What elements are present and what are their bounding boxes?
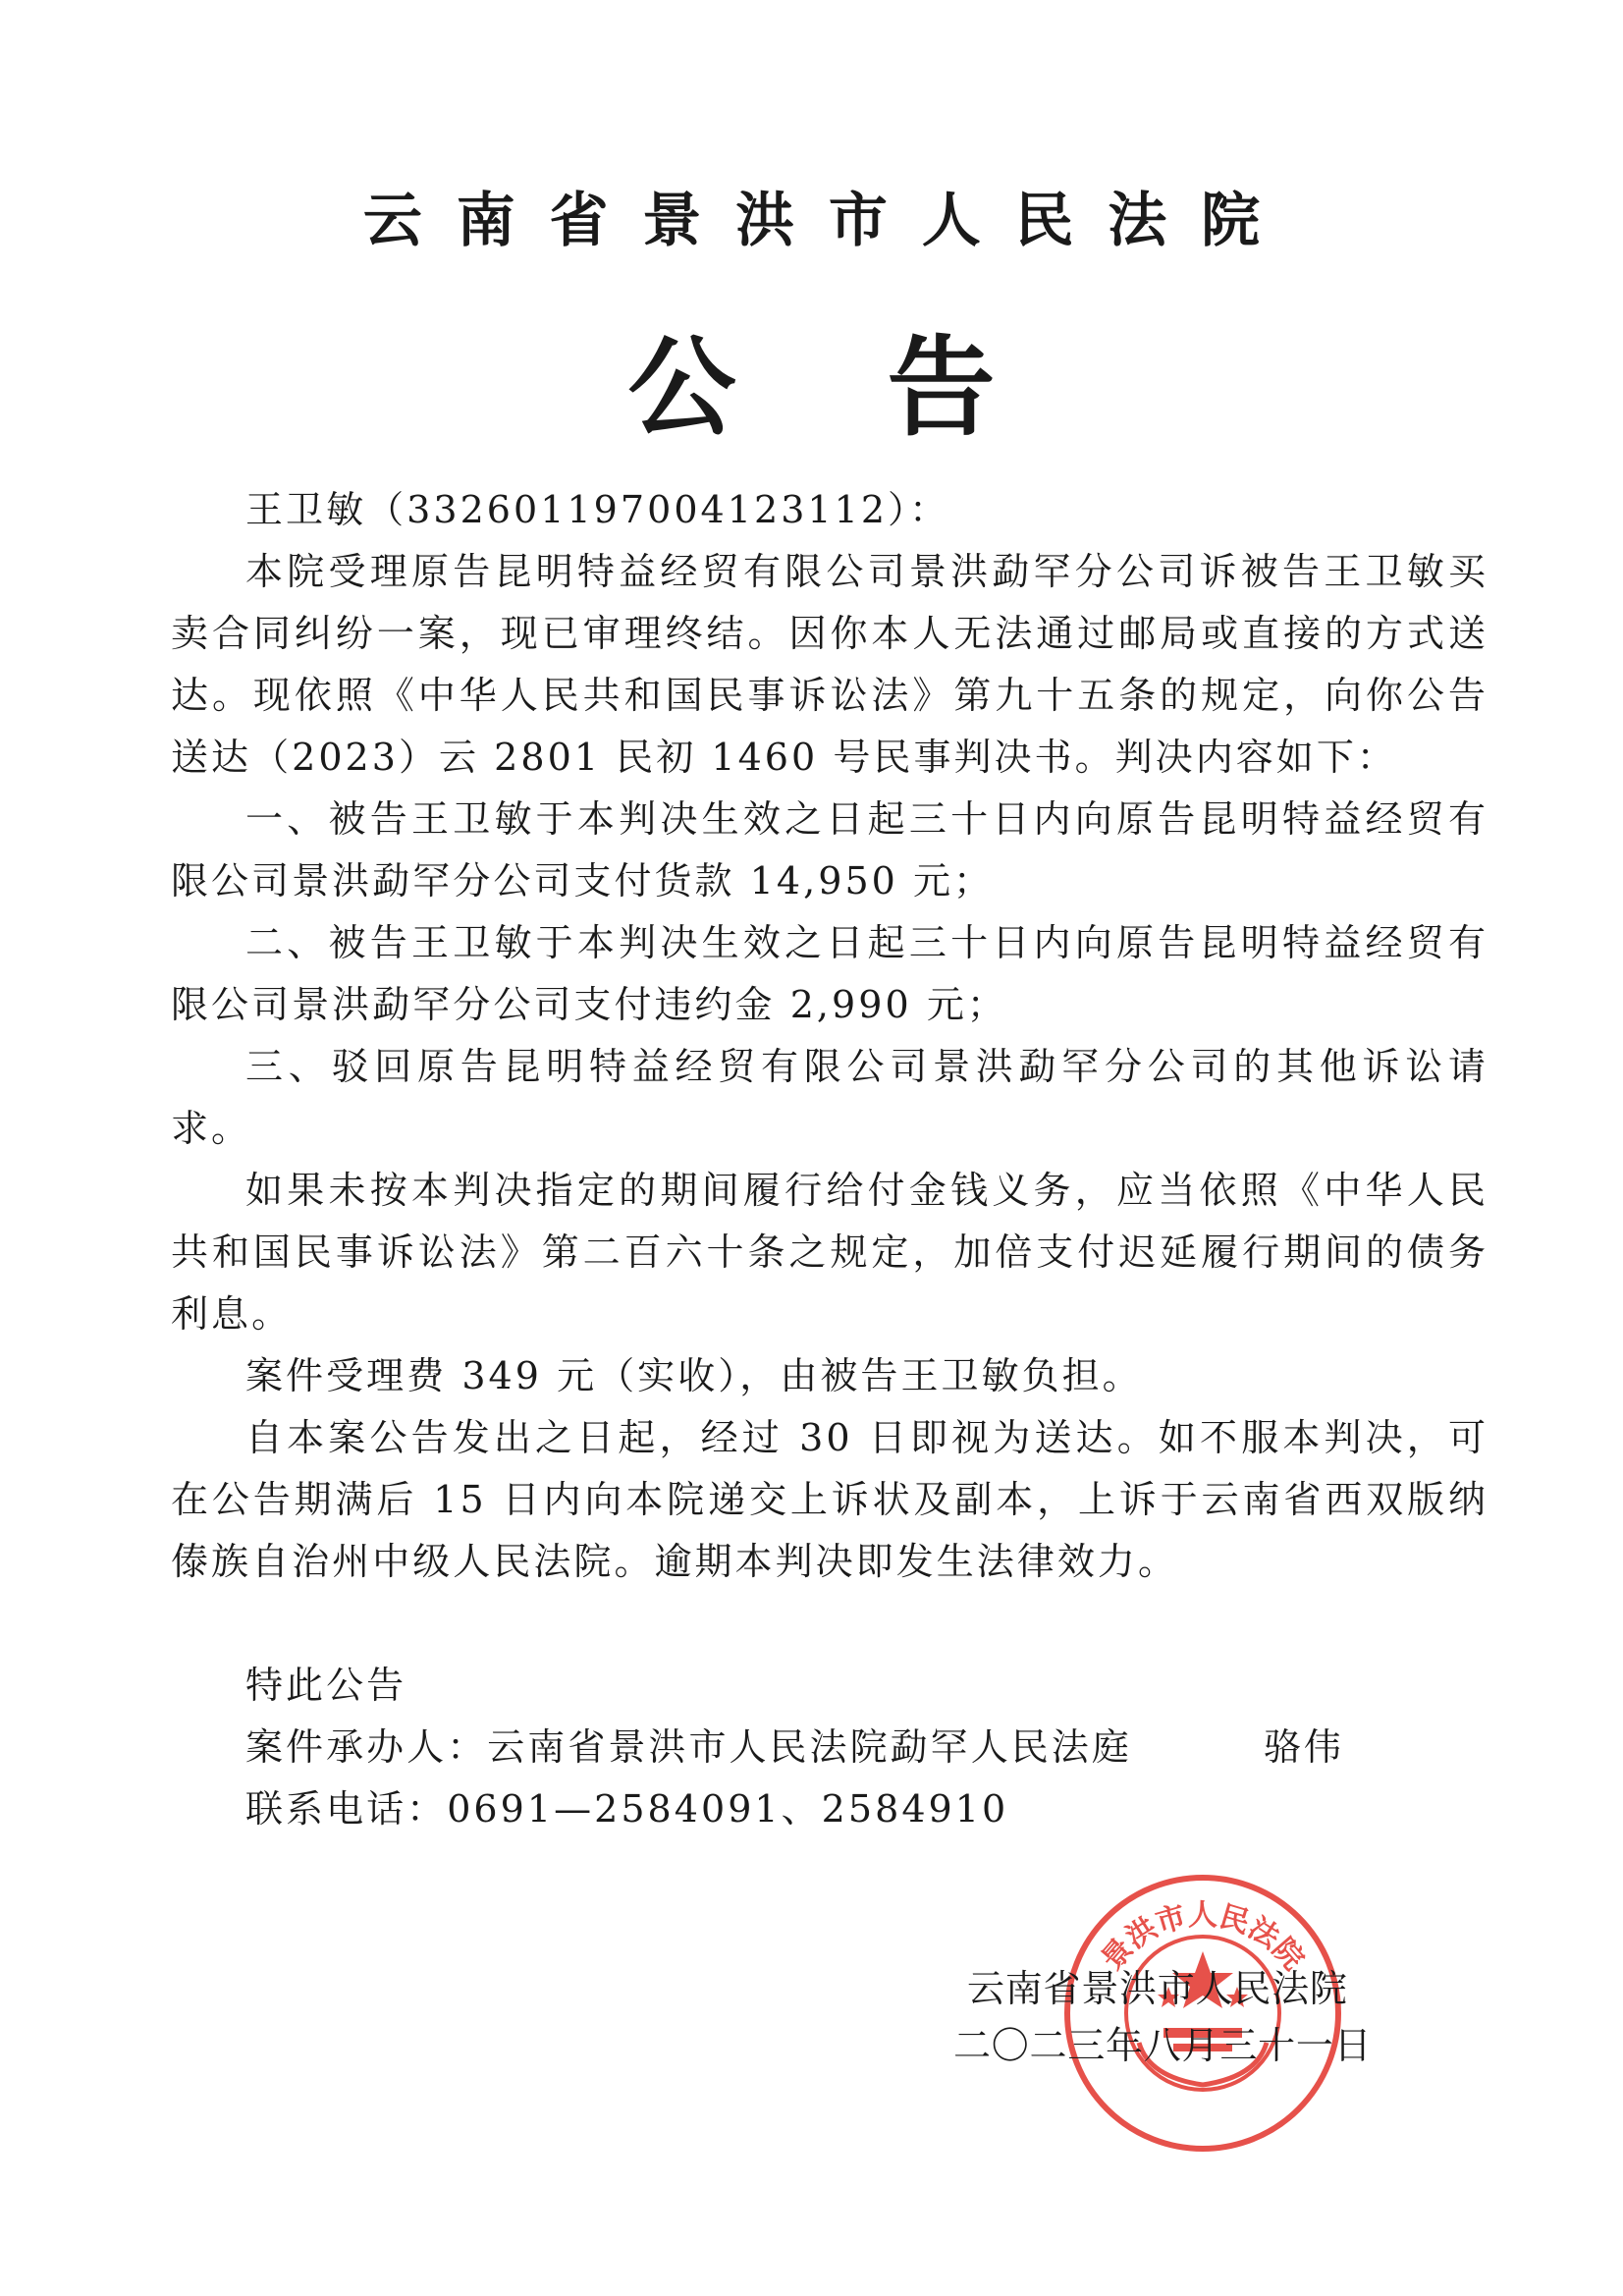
closing-line: 特此公告 [245, 1664, 407, 1707]
body-paragraph-delay-interest: 如果未按本判决指定的期间履行给付金钱义务，应当依照《中华人民共和国民事诉讼法》第二百六十条之规定，加倍支付迟延履行期间的债务利息。 [171, 1169, 1488, 1336]
body-paragraph-case-intro: 本院受理原告昆明特益经贸有限公司景洪勐罕分公司诉被告王卫敏买卖合同纠纷一案，现已审理终结。因你本人无法通过邮局或直接的方式送达。现依照《中华人民共和国民事诉讼法》第九十五条的规定，向你公告送达（2023）云 2801 民初 1460 号民事判决书。判决内容如下： [171, 550, 1488, 779]
handler-name: 骆伟 [1263, 1725, 1344, 1769]
signature-date: 二〇二三年八月三十一日 [953, 2024, 1373, 2067]
notice-footer [171, 1655, 1488, 1840]
body-paragraph-case-fee: 案件受理费 349 元（实收），由被告王卫敏负担。 [245, 1354, 1143, 1397]
notice-title: 公告 [627, 324, 1147, 451]
phone-line: 联系电话：0691—2584091、2584910 [245, 1787, 1009, 1831]
court-name-heading: 云南省景洪市人民法院 [362, 187, 1294, 255]
handler-label: 案件承办人：云南省景洪市人民法院勐罕人民法庭 [245, 1725, 1132, 1769]
handler-line [171, 1717, 1488, 1778]
notice-body [171, 479, 1488, 1840]
addressee-line: 王卫敏（332601197004123112）： [245, 488, 950, 531]
body-paragraph-appeal: 自本案公告发出之日起，经过 30 日即视为送达。如不服本判决，可在公告期满后 15 日内向本院递交上诉状及副本，上诉于云南省西双版纳傣族自治州中级人民法院。逾期本判决即发生法律效力。 [171, 1416, 1488, 1583]
body-paragraph-judgment-item-2: 二、被告王卫敏于本判决生效之日起三十日内向原告昆明特益经贸有限公司景洪勐罕分公司支付违约金 2,990 元； [171, 921, 1488, 1026]
body-paragraph-judgment-item-3: 三、驳回原告昆明特益经贸有限公司景洪勐罕分公司的其他诉讼请求。 [171, 1045, 1488, 1150]
body-paragraph-judgment-item-1: 一、被告王卫敏于本判决生效之日起三十日内向原告昆明特益经贸有限公司景洪勐罕分公司支付货款 14,950 元； [171, 797, 1488, 902]
spacer [171, 1593, 1488, 1655]
signature-court-name: 云南省景洪市人民法院 [967, 1967, 1348, 2010]
seal-text: 景洪市人民法院 [1095, 1898, 1311, 1977]
signature-block [953, 1960, 1438, 2074]
